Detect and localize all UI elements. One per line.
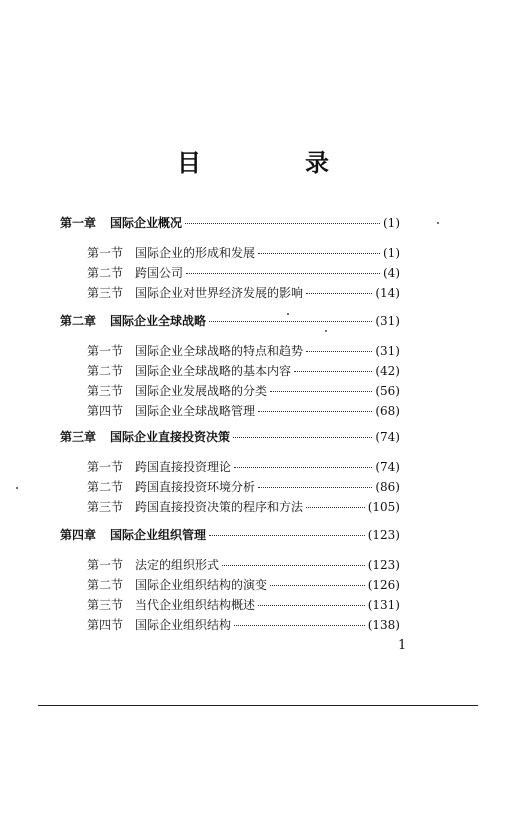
chapter-number: 第四章 xyxy=(60,528,97,542)
dot-leader xyxy=(306,351,372,352)
section-page: (68) xyxy=(375,404,400,418)
dot-leader xyxy=(258,605,365,606)
section-title: 跨国直接投资理论 xyxy=(135,460,232,474)
scan-speck xyxy=(16,487,18,489)
section-page: (86) xyxy=(375,480,400,494)
toc-section-1-2 xyxy=(87,264,400,284)
section-number: 第三节 xyxy=(87,384,124,398)
section-number: 第三节 xyxy=(87,286,124,300)
dot-leader xyxy=(209,321,372,322)
section-page: (14) xyxy=(375,286,400,300)
dot-leader xyxy=(233,437,372,438)
chapter-title: 国际企业概况 xyxy=(110,216,183,230)
chapter-title: 国际企业直接投资决策 xyxy=(110,430,231,444)
section-title: 国际企业的形成和发展 xyxy=(135,246,256,260)
toc-section-4-2 xyxy=(87,576,400,596)
page-number: 1 xyxy=(398,638,407,653)
scan-speck xyxy=(437,222,439,224)
toc-section-1-3 xyxy=(87,284,400,304)
chapter-title: 国际企业全球战略 xyxy=(110,314,207,328)
chapter-number: 第三章 xyxy=(60,430,97,444)
section-title: 跨国直接投资决策的程序和方法 xyxy=(135,500,304,514)
dot-leader xyxy=(186,273,380,274)
section-title: 国际企业对世界经济发展的影响 xyxy=(135,286,304,300)
section-page: (131) xyxy=(367,598,400,612)
scan-speck xyxy=(325,330,327,332)
section-page: (1) xyxy=(383,246,400,260)
scan-speck xyxy=(287,313,289,315)
section-number: 第三节 xyxy=(87,500,124,514)
toc-section-4-4 xyxy=(87,616,400,636)
dot-leader xyxy=(234,467,372,468)
section-number: 第二节 xyxy=(87,578,124,592)
footer-rule xyxy=(38,705,478,706)
section-title: 当代企业组织结构概述 xyxy=(135,598,256,612)
section-page: (4) xyxy=(383,266,400,280)
section-title: 国际企业发展战略的分类 xyxy=(135,384,268,398)
chapter-page: (123) xyxy=(367,528,400,542)
dot-leader xyxy=(294,371,372,372)
section-number: 第二节 xyxy=(87,266,124,280)
chapter-title: 国际企业组织管理 xyxy=(110,528,207,542)
dot-leader xyxy=(222,565,365,566)
section-number: 第二节 xyxy=(87,364,124,378)
dot-leader xyxy=(270,585,365,586)
dot-leader xyxy=(306,293,372,294)
section-title: 国际企业组织结构的演变 xyxy=(135,578,268,592)
toc-chapter-3 xyxy=(60,428,400,448)
section-number: 第二节 xyxy=(87,480,124,494)
toc-chapter-4 xyxy=(60,526,400,546)
section-number: 第三节 xyxy=(87,598,124,612)
toc-section-2-4 xyxy=(87,402,400,422)
chapter-number: 第一章 xyxy=(60,216,97,230)
section-page: (138) xyxy=(367,618,400,632)
section-title: 法定的组织形式 xyxy=(135,558,220,572)
dot-leader xyxy=(258,253,380,254)
section-number: 第一节 xyxy=(87,344,124,358)
section-title: 国际企业全球战略的特点和趋势 xyxy=(135,344,304,358)
section-title: 跨国直接投资环境分析 xyxy=(135,480,256,494)
chapter-page: (1) xyxy=(383,216,400,230)
section-page: (31) xyxy=(375,344,400,358)
section-number: 第一节 xyxy=(87,558,124,572)
dot-leader xyxy=(234,625,365,626)
dot-leader xyxy=(306,507,365,508)
toc-section-2-3 xyxy=(87,382,400,402)
toc-section-1-1 xyxy=(87,244,400,264)
toc-section-2-1 xyxy=(87,342,400,362)
page-title: 目 录 xyxy=(177,148,369,177)
section-page: (126) xyxy=(367,578,400,592)
section-number: 第一节 xyxy=(87,246,124,260)
section-title: 跨国公司 xyxy=(135,266,184,280)
toc-section-3-1 xyxy=(87,458,400,478)
toc-section-3-2 xyxy=(87,478,400,498)
section-page: (42) xyxy=(375,364,400,378)
section-page: (56) xyxy=(375,384,400,398)
dot-leader xyxy=(270,391,372,392)
section-page: (74) xyxy=(375,460,400,474)
section-number: 第一节 xyxy=(87,460,124,474)
dot-leader xyxy=(258,487,372,488)
section-number: 第四节 xyxy=(87,404,124,418)
dot-leader xyxy=(185,223,380,224)
section-title: 国际企业组织结构 xyxy=(135,618,232,632)
toc-section-3-3 xyxy=(87,498,400,518)
section-title: 国际企业全球战略管理 xyxy=(135,404,256,418)
toc-section-4-3 xyxy=(87,596,400,616)
chapter-page: (74) xyxy=(375,430,400,444)
toc-chapter-2 xyxy=(60,312,400,332)
dot-leader xyxy=(209,535,365,536)
toc-section-2-2 xyxy=(87,362,400,382)
dot-leader xyxy=(258,411,372,412)
section-number: 第四节 xyxy=(87,618,124,632)
toc-chapter-1 xyxy=(60,214,400,234)
section-title: 国际企业全球战略的基本内容 xyxy=(135,364,292,378)
section-page: (105) xyxy=(367,500,400,514)
chapter-page: (31) xyxy=(375,314,400,328)
section-page: (123) xyxy=(367,558,400,572)
chapter-number: 第二章 xyxy=(60,314,97,328)
toc-section-4-1 xyxy=(87,556,400,576)
